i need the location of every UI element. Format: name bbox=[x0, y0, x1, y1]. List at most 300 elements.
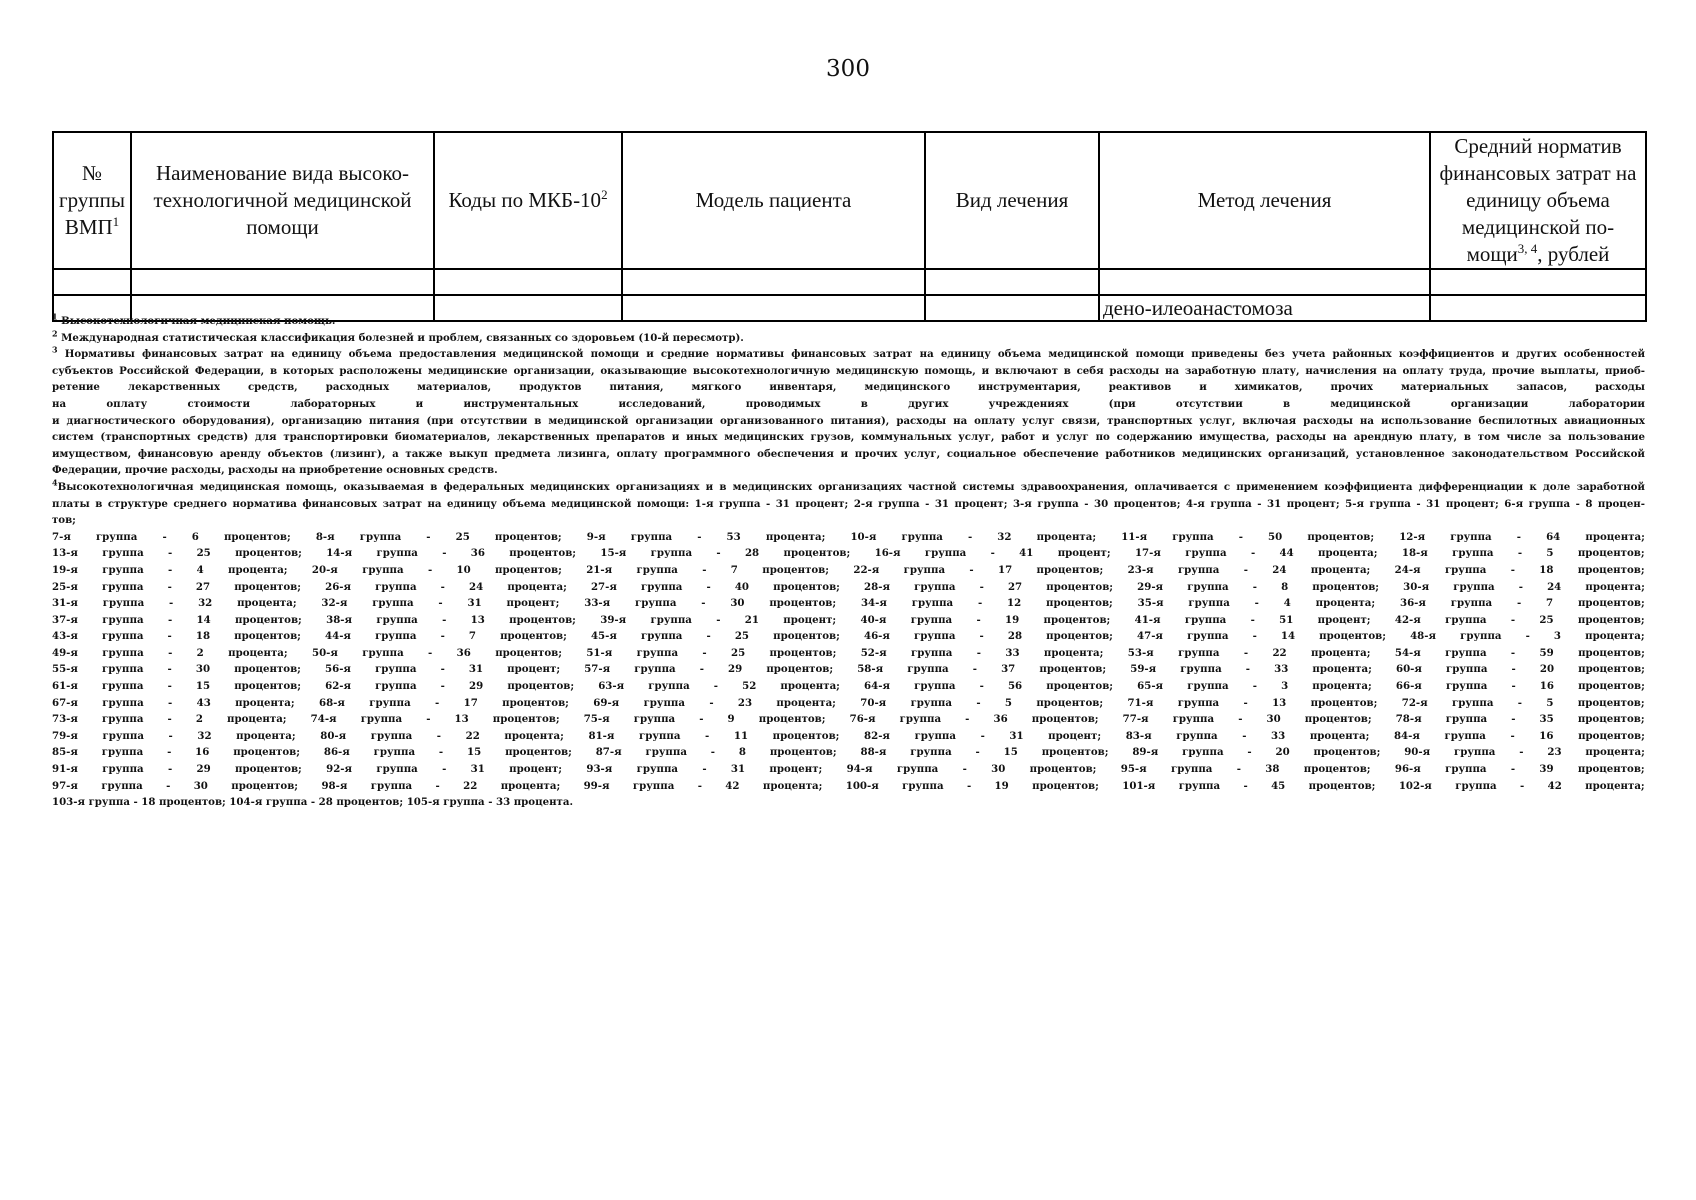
group-percentage-word: группа bbox=[633, 713, 676, 726]
group-percentage-word: 23 bbox=[737, 696, 753, 709]
group-percentage-line bbox=[52, 562, 1645, 579]
group-percentage-word: процента; bbox=[1315, 597, 1376, 610]
group-percentage-word: - bbox=[716, 613, 721, 626]
group-percentage-word: - bbox=[438, 597, 443, 610]
group-percentage-word: 50 bbox=[1268, 530, 1283, 543]
group-percentage-word: группа bbox=[636, 646, 679, 659]
group-percentage-word: - bbox=[1516, 597, 1522, 610]
group-percentage-word: процента; bbox=[507, 580, 567, 593]
group-percentage-word: 36 bbox=[470, 547, 485, 560]
group-percentage-word: 15 bbox=[1003, 746, 1018, 759]
group-percentage-word: - bbox=[976, 696, 981, 709]
group-percentage-word: 64 bbox=[1546, 530, 1561, 543]
table-cell bbox=[131, 269, 434, 295]
group-percentage-word: группа bbox=[1453, 580, 1495, 593]
group-percentage-word: 14 bbox=[1280, 630, 1296, 643]
group-percentage-word: группа bbox=[1450, 597, 1493, 610]
group-percentage-word: - bbox=[972, 663, 977, 676]
group-percentage-word: процентов; bbox=[1036, 563, 1104, 576]
group-percentage-word: 68-я bbox=[319, 696, 345, 709]
group-percentage-word: процентов; bbox=[1577, 696, 1645, 709]
group-percentage-word: - bbox=[979, 630, 984, 643]
group-percentage-word: 30 bbox=[991, 763, 1006, 776]
group-percentage-word: - bbox=[1247, 746, 1252, 759]
header-treatment-method: Метод лечения bbox=[1099, 132, 1430, 269]
group-percentage-word: группа bbox=[630, 530, 673, 543]
group-percentage-word: - bbox=[166, 779, 171, 792]
group-percentage-word: процента; bbox=[227, 713, 287, 726]
group-percentage-line bbox=[52, 728, 1645, 745]
group-percentage-word: 52 bbox=[742, 680, 757, 693]
group-percentage-line bbox=[52, 695, 1645, 712]
group-percentage-word: 58-я bbox=[857, 663, 884, 676]
group-percentage-word: 42-я bbox=[1394, 613, 1421, 626]
group-percentage-word: процент; bbox=[1057, 547, 1111, 560]
group-percentage-word: процентов; bbox=[1046, 630, 1113, 643]
group-percentage-word: группа bbox=[648, 680, 690, 693]
group-percentage-word: 44-я bbox=[325, 630, 351, 643]
group-percentage-word: процентов; bbox=[1312, 580, 1380, 593]
group-percentage-word: 10-я bbox=[850, 530, 877, 543]
group-percentage-word: процентов; bbox=[502, 696, 569, 709]
group-percentage-word: группа bbox=[1445, 680, 1488, 693]
group-percentage-word: 28-я bbox=[864, 580, 890, 593]
group-percentage-word: группа bbox=[1450, 530, 1492, 543]
group-percentage-word: 27-я bbox=[590, 580, 617, 593]
group-percentage-word: 15 bbox=[195, 680, 211, 693]
group-percentage-word: процента; bbox=[1309, 729, 1370, 742]
group-percentage-word: 56 bbox=[1007, 680, 1023, 693]
group-percentage-word: - bbox=[705, 729, 710, 742]
group-percentage-word: процентов; bbox=[1307, 530, 1375, 543]
group-percentage-word: процентов; bbox=[494, 530, 562, 543]
group-percentages-last: 103-я группа - 18 процентов; 104-я группа - 28 процентов; 105-я группа - 33 процента. bbox=[52, 796, 574, 809]
group-percentage-word: группа bbox=[1187, 630, 1229, 643]
group-percentage-word: группа bbox=[1444, 563, 1487, 576]
group-percentage-word: 78-я bbox=[1395, 713, 1422, 726]
group-percentage-word: группа bbox=[376, 547, 418, 560]
group-percentage-word: - bbox=[442, 763, 447, 776]
table-cell bbox=[53, 269, 131, 295]
group-percentage-word: процента; bbox=[1585, 779, 1645, 792]
group-percentage-word: процентов; bbox=[1308, 779, 1376, 792]
group-percentage-word: процентов; bbox=[769, 597, 837, 610]
group-percentage-word: группа bbox=[645, 746, 687, 759]
group-percentage-word: процент; bbox=[783, 613, 837, 626]
group-percentage-word: - bbox=[167, 613, 173, 626]
group-percentage-word: процентов; bbox=[773, 630, 840, 643]
group-percentage-word: - bbox=[426, 530, 431, 543]
header-care-type-name: Наименование вида высоко-технологичной медицинской помощи bbox=[131, 132, 434, 269]
group-percentage-word: группа bbox=[636, 763, 679, 776]
group-percentage-word: процентов; bbox=[234, 680, 301, 693]
group-percentage-word: 17 bbox=[463, 696, 478, 709]
group-percentage-word: процентов; bbox=[1032, 779, 1099, 792]
group-percentage-word: 5 bbox=[1546, 696, 1554, 709]
group-percentage-word: 54-я bbox=[1394, 646, 1421, 659]
group-percentage-word: 77-я bbox=[1122, 713, 1149, 726]
group-percentage-word: процентов; bbox=[772, 729, 840, 742]
group-percentage-word: группа bbox=[102, 580, 144, 593]
group-percentage-word: группа bbox=[1172, 713, 1215, 726]
group-percentage-word: - bbox=[990, 547, 995, 560]
group-percentage-line bbox=[52, 711, 1645, 728]
group-percentage-word: процентов; bbox=[500, 630, 567, 643]
group-percentage-word: группа bbox=[375, 663, 417, 676]
group-percentage-word: 45 bbox=[1271, 779, 1286, 792]
group-percentage-word: группа bbox=[1188, 597, 1230, 610]
group-percentage-word: 5 bbox=[1004, 696, 1012, 709]
group-percentage-word: процентов; bbox=[1031, 713, 1099, 726]
group-percentage-word: группа bbox=[102, 713, 144, 726]
group-percentage-word: группа bbox=[910, 613, 953, 626]
group-percentage-word: 59 bbox=[1539, 646, 1554, 659]
group-percentage-word: - bbox=[167, 630, 172, 643]
group-percentage-word: 23-я bbox=[1127, 563, 1154, 576]
group-percentage-word: 29 bbox=[728, 663, 743, 676]
group-percentage-word: 28 bbox=[1007, 630, 1023, 643]
group-percentage-word: процентов; bbox=[1041, 746, 1109, 759]
group-percentage-word: процентов; bbox=[783, 547, 851, 560]
group-percentage-word: 41-я bbox=[1134, 613, 1161, 626]
group-percentage-word: - bbox=[699, 713, 704, 726]
group-percentage-word: 13 bbox=[1272, 696, 1287, 709]
group-percentage-word: 13 bbox=[470, 613, 485, 626]
group-percentage-word: 13-я bbox=[52, 547, 78, 560]
group-percentage-word: 28 bbox=[744, 547, 760, 560]
group-percentage-word: 75-я bbox=[583, 713, 610, 726]
group-percentage-word: 84-я bbox=[1393, 729, 1420, 742]
group-percentage-word: группа bbox=[372, 597, 414, 610]
group-percentage-word: процента; bbox=[228, 646, 288, 659]
group-percentage-word: 9 bbox=[727, 713, 735, 726]
group-percentage-word: - bbox=[427, 563, 433, 576]
group-percentage-word: - bbox=[440, 630, 445, 643]
group-percentage-word: - bbox=[1510, 613, 1516, 626]
group-percentage-word: - bbox=[1517, 547, 1523, 560]
group-percentage-word: 32 bbox=[198, 597, 213, 610]
group-percentage-word: 13 bbox=[454, 713, 469, 726]
group-percentage-word: - bbox=[1250, 547, 1256, 560]
group-percentage-word: 85-я bbox=[52, 746, 78, 759]
group-percentage-word: процентов; bbox=[1046, 597, 1113, 610]
group-percentage-word: - bbox=[979, 580, 984, 593]
group-percentage-word: 91-я bbox=[52, 763, 78, 776]
group-percentage-word: 17-я bbox=[1134, 547, 1161, 560]
group-percentage-word: группа bbox=[375, 680, 417, 693]
group-percentage-word: группа bbox=[362, 563, 404, 576]
group-percentage-word: - bbox=[1254, 597, 1259, 610]
group-percentage-word: 14-я bbox=[326, 547, 353, 560]
group-percentage-word: процента; bbox=[1312, 663, 1372, 676]
group-percentage-word: 8 bbox=[1281, 580, 1289, 593]
group-percentage-word: 22-я bbox=[853, 563, 880, 576]
group-percentage-word: - bbox=[167, 763, 173, 776]
group-percentage-word: 29-я bbox=[1137, 580, 1164, 593]
group-percentage-word: 39 bbox=[1539, 763, 1554, 776]
group-percentage-word: процента; bbox=[236, 729, 296, 742]
group-percentage-word: - bbox=[1252, 630, 1257, 643]
group-percentage-word: группа bbox=[101, 779, 143, 792]
group-percentage-word: 24 bbox=[1547, 580, 1562, 593]
group-percentage-word: процентов; bbox=[492, 713, 560, 726]
group-percentage-word: 30 bbox=[195, 663, 211, 676]
group-percentage-word: процентов; bbox=[1577, 563, 1645, 576]
group-percentage-word: 67-я bbox=[52, 696, 78, 709]
group-percentage-line bbox=[52, 661, 1645, 678]
group-percentage-line bbox=[52, 595, 1645, 612]
group-percentage-word: - bbox=[167, 713, 172, 726]
table-row bbox=[53, 269, 1646, 295]
group-percentage-word: группа bbox=[102, 763, 144, 776]
group-percentage-word: 30 bbox=[1266, 713, 1281, 726]
group-percentage-word: - bbox=[442, 547, 447, 560]
group-percentage-word: группа bbox=[901, 530, 943, 543]
group-percentage-word: 36-я bbox=[1399, 597, 1426, 610]
group-percentage-word: процента; bbox=[765, 530, 826, 543]
group-percentage-word: - bbox=[438, 746, 444, 759]
group-percentage-word: 18-я bbox=[1401, 547, 1428, 560]
group-percentage-word: 22 bbox=[463, 779, 478, 792]
group-percentage-word: процента; bbox=[1312, 680, 1372, 693]
group-percentage-word: процентов; bbox=[1577, 763, 1645, 776]
group-percentage-word: - bbox=[697, 530, 702, 543]
group-percentage-word: - bbox=[1525, 630, 1530, 643]
group-percentage-word: группа bbox=[373, 746, 416, 759]
group-percentage-word: - bbox=[428, 646, 433, 659]
group-percentage-word: процента; bbox=[1036, 530, 1097, 543]
group-percentage-word: - bbox=[1510, 763, 1516, 776]
page-number: 300 bbox=[826, 56, 870, 82]
group-percentage-word: 90-я bbox=[1404, 746, 1431, 759]
group-percentage-word: - bbox=[966, 779, 972, 792]
group-percentage-word: - bbox=[440, 580, 445, 593]
group-percentage-word: 3 bbox=[1553, 630, 1562, 643]
group-percentage-word: процента; bbox=[504, 729, 564, 742]
footnote-1: $^1$ Высокотехнологичная медицинская помощь. bbox=[52, 311, 336, 327]
group-percentage-line bbox=[52, 579, 1645, 596]
group-percentage-word: группа bbox=[1445, 763, 1487, 776]
group-percentage-word: группа bbox=[1177, 563, 1220, 576]
group-percentage-word: группа bbox=[376, 613, 418, 626]
group-percentage-word: группа bbox=[911, 597, 954, 610]
group-percentage-word: процентов; bbox=[1036, 696, 1104, 709]
group-percentage-word: группа bbox=[102, 663, 144, 676]
group-percentage-word: группа bbox=[1177, 696, 1220, 709]
group-percentage-word: 88-я bbox=[860, 746, 887, 759]
group-percentage-word: 37-я bbox=[52, 613, 78, 626]
group-percentage-word: - bbox=[1250, 613, 1255, 626]
group-percentage-word: 81-я bbox=[588, 729, 615, 742]
group-percentage-word: 7-я bbox=[52, 530, 71, 543]
group-percentage-word: 14 bbox=[196, 613, 211, 626]
group-percentage-word: 93-я bbox=[586, 763, 613, 776]
group-percentage-word: группа bbox=[643, 696, 685, 709]
group-percentage-word: - bbox=[1511, 663, 1516, 676]
group-percentage-word: 31 bbox=[470, 763, 485, 776]
group-percentage-word: 51-я bbox=[586, 646, 613, 659]
group-percentage-word: процента; bbox=[1043, 646, 1104, 659]
group-percentage-word: процента; bbox=[1585, 580, 1645, 593]
group-percentage-word: 7 bbox=[730, 563, 738, 576]
group-percentage-word: группа bbox=[902, 779, 944, 792]
group-percentage-word: 25-я bbox=[52, 580, 78, 593]
group-percentage-word: процент; bbox=[506, 597, 560, 610]
group-percentage-word: процента; bbox=[1310, 563, 1371, 576]
group-percentage-word: - bbox=[701, 597, 706, 610]
group-percentage-word: процента; bbox=[762, 779, 823, 792]
group-percentage-word: 43-я bbox=[52, 630, 78, 643]
group-percentage-word: 20 bbox=[1539, 663, 1555, 676]
group-percentage-word: группа bbox=[896, 763, 939, 776]
group-percentage-word: 30 bbox=[730, 597, 745, 610]
group-percentage-word: - bbox=[980, 729, 985, 742]
group-percentage-word: - bbox=[168, 696, 173, 709]
group-percentage-line bbox=[52, 778, 1645, 795]
group-percentage-word: 19-я bbox=[52, 563, 78, 576]
group-percentage-word: группа bbox=[102, 563, 144, 576]
group-percentage-word: группа bbox=[369, 696, 411, 709]
group-percentage-word: 19 bbox=[1005, 613, 1020, 626]
group-percentage-word: 95-я bbox=[1120, 763, 1147, 776]
group-percentage-word: группа bbox=[639, 729, 681, 742]
group-percentage-word: процентов; bbox=[1577, 597, 1645, 610]
group-percentage-word: 64-я bbox=[864, 680, 890, 693]
group-percentage-word: - bbox=[1510, 729, 1515, 742]
group-percentage-word: процента; bbox=[1585, 630, 1645, 643]
group-percentage-word: группа bbox=[1184, 613, 1227, 626]
group-percentage-word: - bbox=[702, 563, 707, 576]
group-percentage-word: группа bbox=[375, 580, 417, 593]
group-percentage-word: - bbox=[1252, 580, 1257, 593]
group-percentage-word: - bbox=[1252, 680, 1257, 693]
group-percentage-word: 26-я bbox=[325, 580, 352, 593]
group-percentage-word: 19 bbox=[994, 779, 1009, 792]
group-percentage-word: - bbox=[962, 763, 967, 776]
group-percentage-word: - bbox=[975, 746, 980, 759]
group-percentage-line bbox=[52, 678, 1645, 695]
group-percentage-word: процента; bbox=[776, 696, 836, 709]
group-percentage-word: 33-я bbox=[584, 597, 611, 610]
group-percentage-word: группа bbox=[370, 729, 413, 742]
group-percentage-word: - bbox=[716, 547, 721, 560]
group-percentage-word: 7 bbox=[468, 630, 476, 643]
group-percentage-word: группа bbox=[102, 696, 144, 709]
group-percentage-word: группа bbox=[1455, 779, 1497, 792]
group-percentage-word: 16-я bbox=[874, 547, 901, 560]
group-percentage-word: 87-я bbox=[595, 746, 622, 759]
group-percentage-word: 100-я bbox=[845, 779, 879, 792]
group-percentage-word: - bbox=[442, 613, 447, 626]
group-percentage-word: - bbox=[967, 530, 973, 543]
group-percentage-word: 33 bbox=[1271, 729, 1286, 742]
group-percentage-word: - bbox=[697, 779, 702, 792]
group-percentage-word: процентов; bbox=[1577, 713, 1645, 726]
group-percentage-word: группа bbox=[1454, 746, 1496, 759]
group-percentage-word: - bbox=[1242, 729, 1247, 742]
group-percentage-word: 20 bbox=[1275, 746, 1290, 759]
group-percentage-word: 25 bbox=[455, 530, 470, 543]
group-percentage-word: группа bbox=[1180, 663, 1222, 676]
group-percentage-word: процентов; bbox=[1577, 613, 1645, 626]
group-percentage-word: 8-я bbox=[315, 530, 335, 543]
group-percentage-word: 41 bbox=[1019, 547, 1034, 560]
group-percentage-word: 38-я bbox=[326, 613, 353, 626]
group-percentage-word: группа bbox=[914, 680, 956, 693]
group-percentage-word: 32-я bbox=[321, 597, 348, 610]
group-percentage-word: процентов; bbox=[1578, 663, 1645, 676]
group-percentage-word: 12-я bbox=[1399, 530, 1426, 543]
group-percentage-word: 24-я bbox=[1394, 563, 1421, 576]
group-percentage-word: процентов; bbox=[758, 713, 826, 726]
group-percentage-line bbox=[52, 761, 1645, 778]
header-cost-standard: Средний норматив финансовых затрат на единицу объема медицинской по-мощи$^{3, 4}$, рублей bbox=[1430, 132, 1646, 269]
group-percentage-word: группа bbox=[1452, 696, 1494, 709]
group-percentage-word: процент; bbox=[509, 763, 563, 776]
group-percentage-word: 57-я bbox=[584, 663, 611, 676]
group-percentage-word: - bbox=[167, 580, 172, 593]
group-percentage-word: 48-я bbox=[1410, 630, 1436, 643]
group-percentage-word: 25 bbox=[734, 630, 750, 643]
group-percentage-word: 38 bbox=[1265, 763, 1280, 776]
group-percentage-word: - bbox=[1245, 663, 1251, 676]
group-percentage-word: - bbox=[1510, 563, 1515, 576]
group-percentage-word: процента; bbox=[228, 563, 288, 576]
group-percentage-word: - bbox=[426, 713, 431, 726]
group-percentage-word: - bbox=[976, 646, 981, 659]
group-percentage-word: 29 bbox=[196, 763, 211, 776]
group-percentage-word: группа bbox=[1446, 663, 1488, 676]
group-percentage-word: 72-я bbox=[1401, 696, 1428, 709]
group-percentage-word: 4 bbox=[1283, 597, 1291, 610]
group-percentage-word: 63-я bbox=[598, 680, 625, 693]
group-percentage-word: - bbox=[167, 746, 172, 759]
group-percentage-word: группа bbox=[375, 630, 417, 643]
group-percentage-word: 44 bbox=[1279, 547, 1294, 560]
group-percentage-word: процентов; bbox=[1039, 663, 1107, 676]
group-percentage-word: процентов; bbox=[1304, 713, 1372, 726]
group-percentage-word: группа bbox=[910, 696, 952, 709]
group-percentage-word: - bbox=[976, 613, 981, 626]
group-percentage-word: 53-я bbox=[1127, 646, 1154, 659]
group-percentage-line bbox=[52, 545, 1645, 562]
group-percentage-word: процентов; bbox=[495, 563, 562, 576]
group-percentage-word: группа bbox=[910, 746, 952, 759]
group-percentage-word: - bbox=[1236, 763, 1241, 776]
group-percentages bbox=[52, 529, 1645, 795]
group-percentage-word: процентов; bbox=[235, 613, 302, 626]
group-percentage-word: 20-я bbox=[311, 563, 338, 576]
group-percentage-word: группа bbox=[914, 729, 956, 742]
group-percentage-word: 98-я bbox=[321, 779, 348, 792]
group-percentage-word: процента; bbox=[1318, 547, 1378, 560]
group-percentage-word: 36 bbox=[456, 646, 471, 659]
group-percentage-word: 7 bbox=[1546, 597, 1554, 610]
group-percentage-word: - bbox=[709, 696, 714, 709]
group-percentage-word: 79-я bbox=[52, 729, 78, 742]
group-percentage-word: 25 bbox=[731, 646, 746, 659]
group-percentage-word: процентов; bbox=[235, 547, 302, 560]
group-percentage-word: - bbox=[1243, 563, 1248, 576]
group-percentage-line bbox=[52, 612, 1645, 629]
group-percentage-word: группа bbox=[1187, 580, 1229, 593]
group-percentage-word: процентов; bbox=[766, 663, 834, 676]
group-percentage-word: процентов; bbox=[234, 663, 301, 676]
group-percentage-word: 74-я bbox=[310, 713, 337, 726]
group-percentage-word: группа bbox=[1187, 680, 1229, 693]
group-percentage-word: - bbox=[702, 763, 707, 776]
group-percentage-word: 21 bbox=[744, 613, 759, 626]
